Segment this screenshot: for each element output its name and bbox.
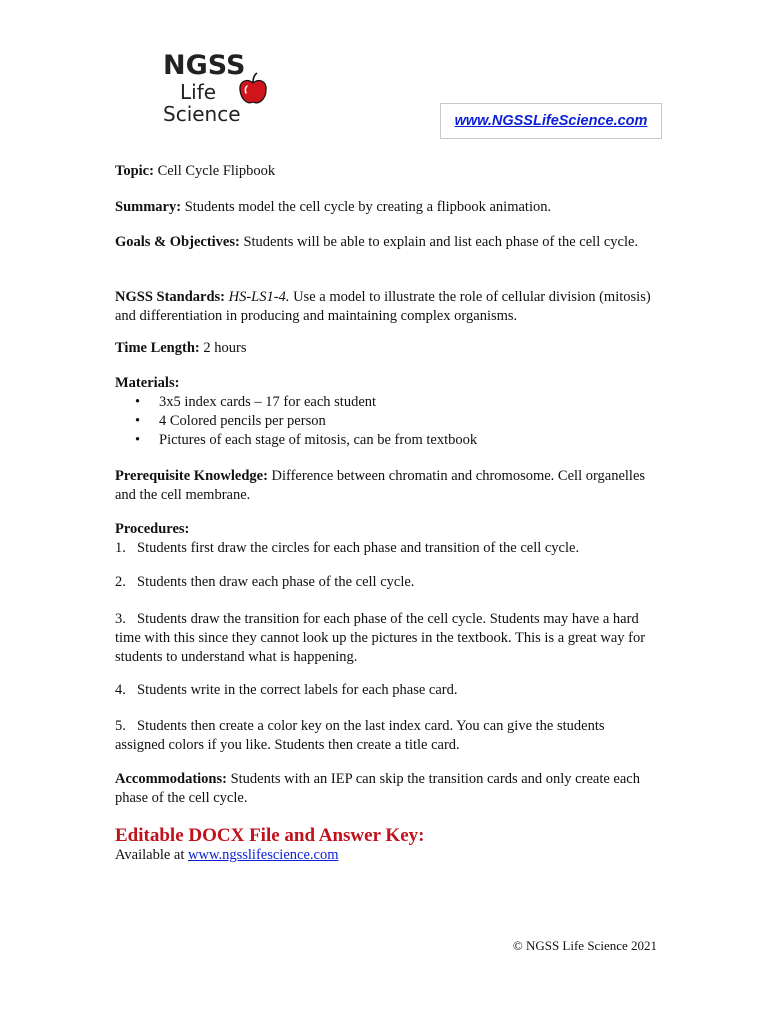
step-text: Students write in the correct labels for each phase card.: [137, 682, 458, 698]
goals-text: Students will be able to explain and list each phase of the cell cycle.: [239, 234, 639, 250]
logo-science-text: Science: [163, 102, 241, 126]
procedure-step: [115, 681, 655, 700]
ngss-life-science-logo: [160, 50, 280, 130]
available-prefix: Available at: [115, 847, 189, 863]
goals-paragraph: [115, 233, 655, 252]
step-text: Students then draw each phase of the cell cycle.: [137, 574, 415, 590]
list-item: • 3x5 index cards – 17 for each student: [115, 393, 655, 412]
topic-line: [115, 162, 655, 181]
procedure-step: [115, 610, 655, 667]
accommodations-text: Students with an IEP can skip the transition cards and only create each phase of the cell cycle.: [115, 771, 640, 806]
goals-label: Goals & Objectives:: [115, 234, 240, 250]
step-number: 5.: [115, 718, 126, 734]
apple-icon: [238, 72, 268, 106]
standards-code: HS-LS1-4.: [228, 289, 290, 305]
prerequisite-paragraph: [115, 467, 655, 505]
list-item: • Pictures of each stage of mitosis, can be from textbook: [115, 431, 655, 450]
topic-label: Topic:: [115, 163, 154, 179]
step-number: 1.: [115, 540, 126, 556]
materials-section: [115, 374, 655, 450]
step-number: 3.: [115, 611, 126, 627]
time-length-text: 2 hours: [199, 340, 247, 356]
procedures-label: Procedures:: [115, 521, 190, 537]
accommodations-paragraph: [115, 770, 655, 808]
step-text: Students first draw the circles for each phase and transition of the cell cycle.: [137, 540, 580, 556]
procedure-step: [115, 573, 655, 592]
logo-life-text: Life: [180, 80, 217, 104]
materials-label: Materials:: [115, 375, 180, 391]
summary-label: Summary:: [115, 199, 182, 215]
summary-line: [115, 198, 655, 217]
prerequisite-label: Prerequisite Knowledge:: [115, 468, 268, 484]
step-number: 2.: [115, 574, 126, 590]
available-link[interactable]: www.ngsslifescience.com: [188, 847, 339, 863]
materials-list: [115, 393, 655, 450]
summary-text: Students model the cell cycle by creating a flipbook animation.: [181, 199, 552, 215]
copyright-notice: © NGSS Life Science 2021: [512, 938, 657, 953]
editable-docx-heading: Editable DOCX File and Answer Key:: [115, 825, 425, 846]
step-text: Students draw the transition for each phase of the cell cycle. Students may have a hard time with this since they cannot look up the pictures in the textbook. This is a great way for students to understand what is happening.: [115, 611, 646, 665]
procedures-section: [115, 520, 655, 539]
step-text: Students then create a color key on the last index card. You can give the students assigned colors if you like. Students then create a title card.: [115, 718, 605, 753]
list-item: • 4 Colored pencils per person: [115, 412, 655, 431]
standards-text: Use a model to illustrate the role of cellular division (mitosis) and differentiation in producing and maintaining complex organisms.: [115, 289, 651, 324]
prerequisite-text: Difference between chromatin and chromosome. Cell organelles and the cell membrane.: [115, 468, 646, 503]
logo-ngss-text: NGSS: [163, 50, 246, 81]
step-number: 4.: [115, 682, 126, 698]
topic-text: Cell Cycle Flipbook: [153, 163, 276, 179]
procedure-step: [115, 717, 655, 755]
accommodations-label: Accommodations:: [115, 771, 227, 787]
website-link-box: [440, 103, 662, 139]
time-length-label: Time Length:: [115, 340, 200, 356]
time-length-line: [115, 339, 655, 358]
procedure-step: [115, 539, 655, 558]
standards-paragraph: [115, 288, 655, 326]
available-line: [115, 847, 338, 864]
website-link[interactable]: www.NGSSLifeScience.com: [454, 113, 648, 129]
standards-label: NGSS Standards:: [115, 289, 225, 305]
